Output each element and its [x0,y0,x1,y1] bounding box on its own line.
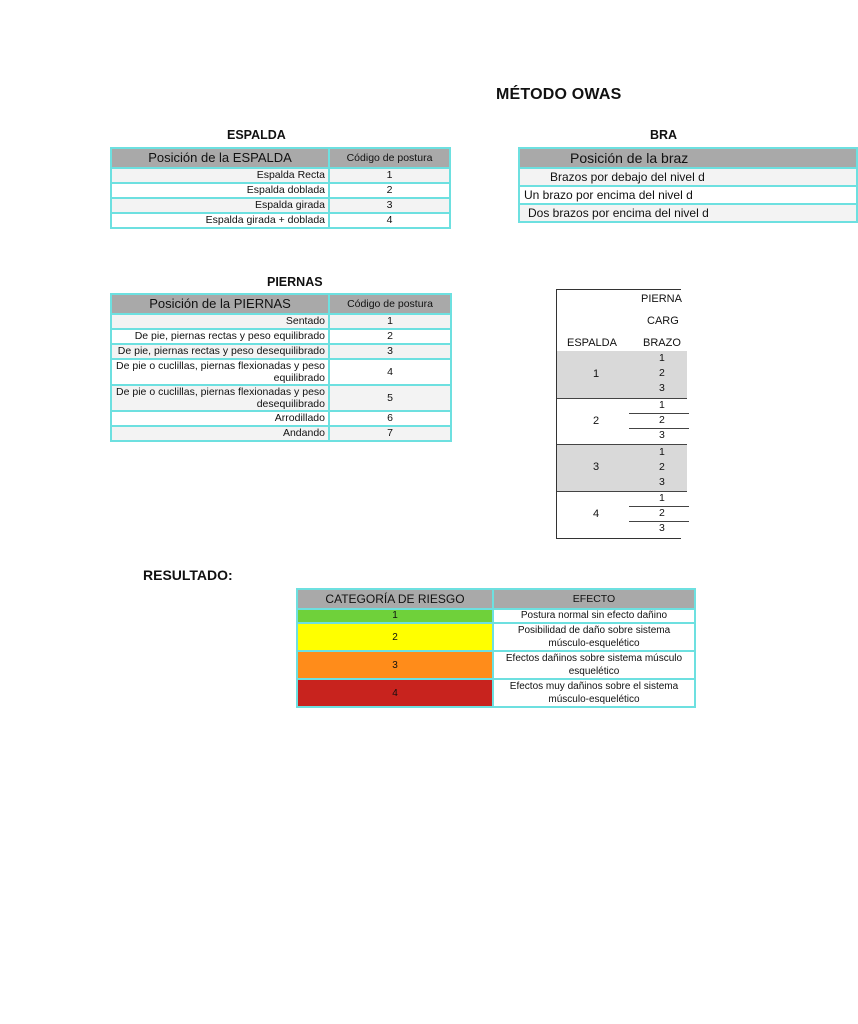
risk-effect-cell [494,652,694,678]
espalda-label: Espalda girada + doblada [112,214,328,227]
brazo-value: 2 [659,414,665,426]
risk-effect-cell [494,610,694,622]
brazo-value: 1 [659,352,665,364]
piernas-table-wrap [110,293,452,442]
espalda-table-wrap [110,147,451,229]
table-row [298,624,694,650]
piernas-code: 1 [330,315,450,328]
resultado-col-category: CATEGORÍA DE RIESGO [298,590,492,608]
resultado-table [296,588,696,708]
risk-effect-text-2: músculo-esquelético [548,694,640,705]
brazo-value: 2 [659,507,665,519]
brazo-value: 2 [659,367,665,379]
espalda-code: 2 [330,184,449,197]
piernas-code: 4 [330,360,450,384]
table-row [520,187,856,203]
resultado-header-row [298,590,694,608]
piernas-label: De pie, piernas rectas y peso desequilibrado [112,345,328,358]
espalda-value: 2 [593,415,600,427]
espalda-code: 1 [330,169,449,182]
espalda-table [110,147,451,229]
espalda-header-row [112,149,449,167]
group-divider [557,398,687,399]
piernas-col-position: Posición de la PIERNAS [112,295,328,313]
risk-category-cell: 1 [298,610,492,622]
brazo-value: 3 [659,522,665,534]
combined-header-piernas: PIERNA [641,293,682,305]
risk-effect-text: Postura normal sin efecto dañino [520,610,668,621]
piernas-code: 5 [330,386,450,410]
espalda-value: 1 [593,368,600,380]
page-title: MÉTODO OWAS [496,86,622,103]
combined-table [556,289,681,539]
piernas-label: Sentado [112,315,328,328]
espalda-value: 3 [593,461,600,473]
resultado-table-wrap [296,588,683,708]
brazo-value: 3 [659,382,665,394]
resultado-col-effect: EFECTO [494,590,694,608]
piernas-code: 7 [330,427,450,440]
risk-category-cell: 3 [298,652,492,678]
espalda-label: Espalda girada [112,199,328,212]
espalda-col-position: Posición de la ESPALDA [112,149,328,167]
table-row [298,652,694,678]
table-row [112,199,449,212]
risk-effect-text: Efectos muy dañinos sobre el sistema [509,681,679,692]
brazos-table [518,147,858,223]
table-row [112,360,450,384]
brazos-header-row [520,149,856,167]
combined-header-carga: CARG [647,315,679,327]
piernas-label: De pie o cuclillas, piernas flexionadas y peso desequilibrado [112,386,328,410]
combined-header-espalda: ESPALDA [567,337,617,349]
piernas-label: Andando [112,427,328,440]
brazo-value: 2 [659,461,665,473]
table-row [520,169,856,185]
table-row [298,680,694,706]
brazo-value: 1 [659,446,665,458]
espalda-col-code: Código de postura [330,149,449,167]
group-band [557,445,687,491]
risk-effect-cell [494,624,694,650]
brazos-label: Brazos por debajo del nivel d [520,169,856,185]
brazo-value: 1 [659,399,665,411]
table-row [112,315,450,328]
brazos-label: Dos brazos por encima del nivel d [520,205,856,221]
piernas-label: De pie o cuclillas, piernas flexionadas y peso equilibrado [112,360,328,384]
brazos-label: Un brazo por encima del nivel d [520,187,856,203]
risk-category-cell: 2 [298,624,492,650]
risk-effect-text-2: esquelético [568,666,620,677]
piernas-label: De pie, piernas rectas y peso equilibrado [112,330,328,343]
risk-category-cell: 4 [298,680,492,706]
table-row [112,184,449,197]
piernas-col-code: Código de postura [330,295,450,313]
table-row [112,427,450,440]
table-row [112,345,450,358]
group-divider [557,491,687,492]
piernas-code: 6 [330,412,450,425]
brazo-value: 1 [659,492,665,504]
combined-header-brazos: BRAZO [643,337,681,349]
brazo-value: 3 [659,429,665,441]
espalda-section-title: ESPALDA [227,128,286,142]
table-row [112,169,449,182]
risk-effect-text: Posibilidad de daño sobre sistema [517,625,671,636]
espalda-code: 3 [330,199,449,212]
risk-effect-text: Efectos dañinos sobre sistema músculo [505,653,683,664]
table-row [112,330,450,343]
piernas-label: Arrodillado [112,412,328,425]
piernas-code: 3 [330,345,450,358]
brazo-value: 3 [659,476,665,488]
espalda-label: Espalda Recta [112,169,328,182]
table-row [112,412,450,425]
espalda-code: 4 [330,214,449,227]
group-band [557,351,687,398]
piernas-table [110,293,452,442]
resultado-section-title: RESULTADO: [143,567,233,583]
brazos-section-title: BRA [650,128,678,142]
espalda-value: 4 [593,508,600,520]
espalda-label: Espalda doblada [112,184,328,197]
table-row [112,386,450,410]
piernas-code: 2 [330,330,450,343]
piernas-header-row [112,295,450,313]
risk-effect-cell [494,680,694,706]
table-row [112,214,449,227]
table-row [298,610,694,622]
risk-effect-text-2: músculo-esquelético [548,638,640,649]
brazos-col-position: Posición de la braz [520,149,856,167]
table-row [520,205,856,221]
brazos-table-wrap [518,147,709,223]
piernas-section-title: PIERNAS [267,275,323,289]
